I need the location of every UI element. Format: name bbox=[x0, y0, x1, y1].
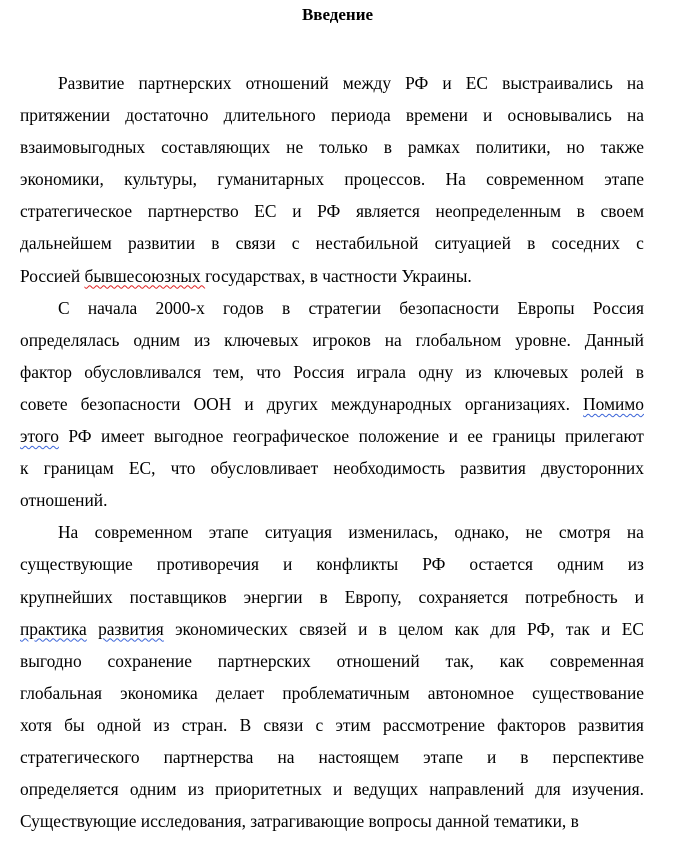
word: однако, bbox=[454, 522, 510, 543]
word: ЕС bbox=[621, 618, 644, 639]
word: отношений bbox=[336, 650, 420, 671]
word: дальнейшем bbox=[20, 233, 112, 254]
word: так, bbox=[445, 650, 474, 671]
word: проблематичным bbox=[282, 682, 410, 703]
word: стратегии bbox=[308, 297, 382, 318]
word: настоящем bbox=[318, 746, 400, 767]
word: стратегическое bbox=[20, 201, 133, 222]
word: партнерских bbox=[217, 650, 311, 671]
word: одной bbox=[96, 714, 142, 735]
text-line bbox=[20, 548, 644, 580]
word: Развитие bbox=[58, 73, 125, 93]
word: хотя bbox=[20, 714, 52, 735]
word: РФ bbox=[422, 554, 446, 575]
word: ситуация bbox=[264, 522, 333, 543]
word: ключевых bbox=[493, 361, 569, 382]
word: соседних bbox=[551, 233, 620, 254]
word: В bbox=[239, 714, 252, 735]
word: с bbox=[636, 233, 644, 254]
word: Данный bbox=[584, 329, 644, 350]
word: экономики, bbox=[20, 169, 104, 190]
word: развитии bbox=[127, 233, 195, 254]
word: уровне. bbox=[515, 329, 571, 350]
word: организациях. bbox=[464, 393, 570, 414]
word: этапе bbox=[208, 522, 249, 543]
word: На bbox=[58, 522, 79, 543]
word: и bbox=[483, 105, 493, 126]
word: что bbox=[256, 361, 281, 382]
word: конфликты bbox=[316, 554, 399, 575]
text-line bbox=[20, 484, 644, 516]
word: экономических bbox=[175, 618, 288, 639]
word: глобальном bbox=[415, 329, 502, 350]
word: годов bbox=[223, 297, 264, 318]
word: других bbox=[266, 393, 318, 414]
text-line bbox=[20, 388, 644, 420]
word: современном bbox=[486, 169, 584, 190]
word: стратегического bbox=[20, 746, 140, 767]
word: ключевых bbox=[224, 329, 299, 350]
word: культуры, bbox=[124, 169, 197, 190]
word: в bbox=[570, 811, 579, 832]
text-line bbox=[20, 260, 644, 292]
text-line bbox=[20, 324, 644, 356]
word: начала bbox=[87, 297, 138, 318]
word: отношений. bbox=[20, 490, 108, 511]
word: и bbox=[244, 393, 254, 414]
word: партнерства bbox=[163, 746, 254, 767]
word: Помимо bbox=[583, 393, 644, 414]
word: на bbox=[626, 73, 644, 93]
word: потребность bbox=[525, 586, 618, 607]
word: стран. bbox=[181, 714, 228, 735]
word: границы bbox=[492, 426, 556, 447]
word: с bbox=[291, 233, 300, 254]
word: нестабильной bbox=[315, 233, 419, 254]
word: государствах, bbox=[205, 265, 310, 286]
word: отношений bbox=[245, 73, 329, 93]
word: и bbox=[634, 586, 644, 607]
word: и bbox=[332, 779, 343, 800]
text-line bbox=[20, 773, 644, 805]
word: Россией bbox=[20, 265, 85, 286]
word: из bbox=[153, 714, 170, 735]
text-line bbox=[20, 516, 644, 548]
word: сохраняется bbox=[418, 586, 509, 607]
word: на bbox=[626, 522, 644, 543]
text-line bbox=[20, 677, 644, 709]
text-line bbox=[20, 452, 644, 484]
word: одним bbox=[133, 329, 181, 350]
word: взаимовыгодных bbox=[20, 137, 146, 158]
word: связи bbox=[235, 233, 276, 254]
word: остается bbox=[469, 554, 534, 575]
word: этапе bbox=[423, 746, 463, 767]
word: изменилась, bbox=[348, 522, 439, 543]
text-line bbox=[20, 131, 644, 163]
word: также bbox=[600, 137, 644, 158]
word: в bbox=[211, 233, 220, 254]
word: достаточно bbox=[125, 105, 209, 126]
word: экономика bbox=[120, 682, 198, 703]
word: РФ bbox=[317, 201, 341, 222]
word: в bbox=[383, 137, 392, 158]
word: времени bbox=[405, 105, 468, 126]
word: существование bbox=[532, 682, 644, 703]
word: обусловливался bbox=[84, 361, 202, 382]
word: Существующие bbox=[20, 811, 141, 832]
word: и bbox=[486, 746, 497, 767]
word: необходимость bbox=[333, 458, 445, 479]
word: границам bbox=[43, 458, 114, 479]
text-line bbox=[20, 163, 644, 195]
word: гуманитарных bbox=[217, 169, 325, 190]
word: определялась bbox=[20, 329, 120, 350]
word: в bbox=[527, 233, 536, 254]
word: международных bbox=[331, 393, 452, 414]
word: для bbox=[490, 618, 516, 639]
word: что bbox=[170, 458, 196, 479]
word: вопросы bbox=[368, 811, 437, 832]
word: глобальная bbox=[20, 682, 102, 703]
word: определяется bbox=[20, 779, 119, 800]
word: процессов. bbox=[344, 169, 426, 190]
word: длительного bbox=[223, 105, 316, 126]
text-line bbox=[20, 645, 644, 677]
word: поставщиков bbox=[129, 586, 227, 607]
word: ведущих bbox=[353, 779, 419, 800]
word: одним bbox=[129, 779, 177, 800]
word: выгодно bbox=[20, 650, 82, 671]
word: ООН bbox=[193, 393, 232, 414]
word: выстраивались bbox=[502, 73, 613, 93]
word: обусловливает bbox=[210, 458, 319, 479]
word: как bbox=[454, 618, 479, 639]
word: безопасности bbox=[80, 393, 181, 414]
word: РФ bbox=[405, 73, 429, 93]
word: и bbox=[601, 618, 611, 639]
word: из bbox=[627, 554, 644, 575]
word: РФ, bbox=[527, 618, 555, 639]
word: этапе bbox=[604, 169, 644, 190]
word: энергии bbox=[243, 586, 303, 607]
text-line bbox=[20, 581, 644, 613]
word: современная bbox=[549, 650, 644, 671]
text-line bbox=[20, 613, 644, 645]
text-line bbox=[20, 195, 644, 227]
word: Европу, bbox=[344, 586, 402, 607]
word: данной bbox=[436, 811, 494, 832]
paragraph bbox=[20, 67, 644, 292]
word: перспективе bbox=[552, 746, 644, 767]
word: и bbox=[283, 554, 293, 575]
word: в bbox=[378, 618, 387, 639]
word: из bbox=[187, 779, 204, 800]
word: основывались bbox=[507, 105, 612, 126]
word: смотря bbox=[558, 522, 611, 543]
word: РФ bbox=[68, 426, 92, 447]
word: и bbox=[292, 201, 302, 222]
word: практика bbox=[20, 618, 87, 639]
word: крупнейших bbox=[20, 586, 113, 607]
word: на bbox=[277, 746, 295, 767]
word: ролей bbox=[580, 361, 624, 382]
word: существующие bbox=[20, 554, 133, 575]
word: ее bbox=[467, 426, 483, 447]
word: развития bbox=[98, 618, 164, 639]
word: одним bbox=[557, 554, 604, 575]
word: на bbox=[626, 105, 644, 126]
word: Украины. bbox=[401, 265, 472, 286]
text-line bbox=[20, 227, 644, 259]
word: 2000-х bbox=[155, 297, 205, 318]
word: факторов bbox=[497, 714, 566, 735]
text-line bbox=[20, 805, 644, 837]
text-line bbox=[20, 292, 644, 324]
word: этого bbox=[20, 426, 59, 447]
word: направлений bbox=[429, 779, 525, 800]
text-line bbox=[20, 709, 644, 741]
word: развития bbox=[578, 714, 644, 735]
word: прилегают bbox=[564, 426, 644, 447]
word: частности bbox=[322, 265, 402, 286]
word: развития bbox=[460, 458, 526, 479]
word: приоритетных bbox=[215, 779, 322, 800]
document-body[interactable] bbox=[20, 67, 644, 837]
word: не bbox=[525, 522, 543, 543]
word: партнерских bbox=[138, 73, 232, 93]
word: так bbox=[565, 618, 590, 639]
word: противоречия bbox=[156, 554, 259, 575]
word: тем, bbox=[213, 361, 244, 382]
word: с bbox=[315, 714, 324, 735]
word: Россия bbox=[592, 297, 644, 318]
word: и bbox=[358, 618, 368, 639]
word: является bbox=[355, 201, 420, 222]
word: имеет bbox=[101, 426, 145, 447]
word: периода bbox=[330, 105, 391, 126]
word: своем bbox=[600, 201, 644, 222]
text-line bbox=[20, 99, 644, 131]
word: из bbox=[193, 329, 211, 350]
word: для bbox=[535, 779, 561, 800]
word: ЕС bbox=[254, 201, 277, 222]
word: безопасности bbox=[399, 297, 500, 318]
word: только bbox=[319, 137, 368, 158]
word: не bbox=[286, 137, 304, 158]
word: На bbox=[445, 169, 466, 190]
word: сохранение bbox=[107, 650, 192, 671]
word: Россия bbox=[293, 361, 345, 382]
word: в bbox=[520, 746, 529, 767]
word: целом bbox=[398, 618, 444, 639]
word: ЕС, bbox=[128, 458, 156, 479]
word: ЕС bbox=[465, 73, 489, 93]
word: выгодное bbox=[153, 426, 224, 447]
word: партнерство bbox=[147, 201, 239, 222]
word: к bbox=[20, 458, 29, 479]
word: рамках bbox=[407, 137, 460, 158]
word: в bbox=[281, 297, 291, 318]
word: но bbox=[566, 137, 585, 158]
text-line bbox=[20, 67, 644, 99]
word: в bbox=[576, 201, 585, 222]
word: притяжении bbox=[20, 105, 111, 126]
word: неопределенным bbox=[435, 201, 561, 222]
text-line bbox=[20, 356, 644, 388]
word: между bbox=[342, 73, 392, 93]
word: изучения. bbox=[572, 779, 644, 800]
word: бы bbox=[64, 714, 85, 735]
paragraph bbox=[20, 292, 644, 517]
word: одну bbox=[418, 361, 454, 382]
word: этим bbox=[335, 714, 371, 735]
word: рассмотрение bbox=[383, 714, 485, 735]
word: делает bbox=[215, 682, 265, 703]
word: и bbox=[442, 73, 452, 93]
paragraph bbox=[20, 516, 644, 837]
word: из bbox=[465, 361, 482, 382]
word: ситуацией bbox=[434, 233, 511, 254]
text-line bbox=[20, 420, 644, 452]
word: связей bbox=[299, 618, 347, 639]
word: игроков bbox=[312, 329, 371, 350]
word: положение bbox=[358, 426, 440, 447]
word: играла bbox=[356, 361, 406, 382]
word: и bbox=[448, 426, 458, 447]
word: двусторонних bbox=[540, 458, 644, 479]
word: составляющих bbox=[161, 137, 271, 158]
word: в bbox=[319, 586, 328, 607]
word: как bbox=[499, 650, 525, 671]
word: на bbox=[384, 329, 402, 350]
text-line bbox=[20, 741, 644, 773]
word: затрагивающие bbox=[250, 811, 369, 832]
word: в bbox=[309, 265, 323, 286]
word: тематики, bbox=[493, 811, 571, 832]
word: бывшесоюзных bbox=[84, 265, 206, 286]
document-title: Введение bbox=[301, 5, 374, 24]
word: политики, bbox=[475, 137, 551, 158]
word: фактор bbox=[20, 361, 72, 382]
word: связи bbox=[263, 714, 304, 735]
word: исследования, bbox=[140, 811, 251, 832]
word: географическое bbox=[232, 426, 350, 447]
word: автономное bbox=[427, 682, 514, 703]
word: в bbox=[635, 361, 644, 382]
word: современном bbox=[94, 522, 193, 543]
word: совете bbox=[20, 393, 68, 414]
word: Европы bbox=[517, 297, 575, 318]
word: С bbox=[58, 297, 70, 318]
